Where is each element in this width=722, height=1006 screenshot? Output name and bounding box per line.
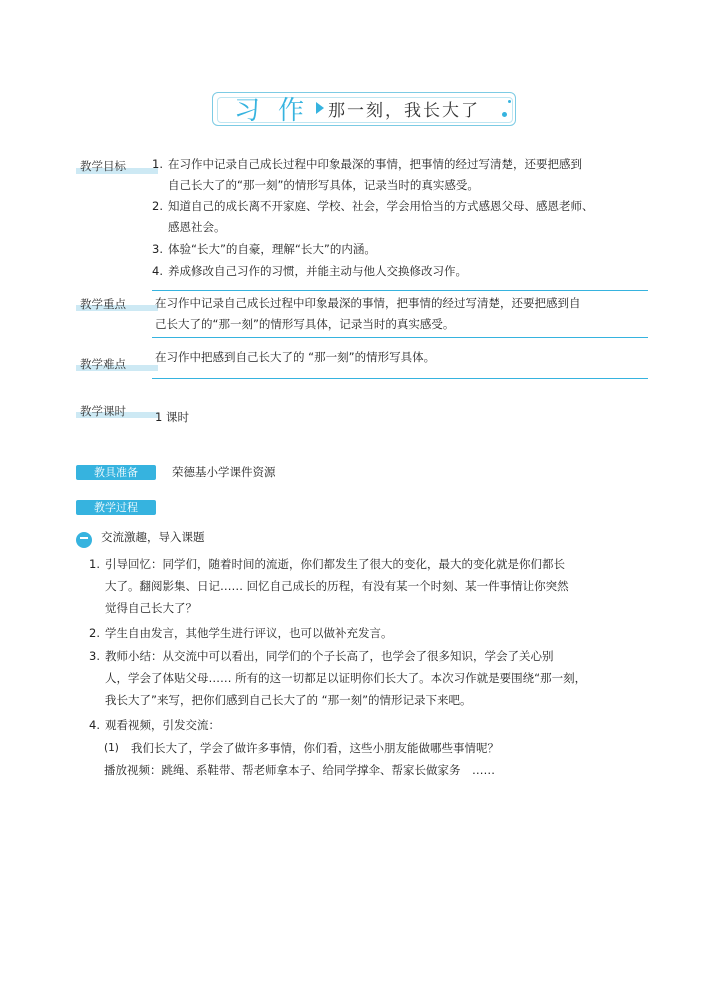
goals-label: 教学目标: [80, 159, 126, 173]
divider: [152, 378, 648, 379]
goal-1-line-1: 在习作中记录自己成长过程中印象最深的事情，把事情的经过写清楚，还要把感到: [168, 157, 582, 171]
process-4-sub-num: (1): [104, 742, 119, 754]
process-3-line-2: 人，学会了体贴父母…… 所有的这一切都足以证明你们长大了。本次习作就是要围绕“那一刻，: [105, 671, 587, 685]
process-1-line-3: 觉得自己长大了？: [105, 601, 197, 615]
goal-1-num: 1.: [152, 157, 163, 171]
process-part1-title: 交流激趣，导入课题: [101, 530, 205, 544]
section-one-icon: [76, 532, 92, 548]
goal-2-num: 2.: [152, 199, 163, 213]
goal-3-line-1: 体验“长大”的自豪，理解“长大”的内涵。: [168, 242, 376, 256]
process-video-line: 播放视频：跳绳、系鞋带、帮老师拿本子、给同学撑伞、帮家长做家务 ……: [104, 763, 495, 777]
process-3-num: 3.: [89, 649, 100, 663]
process-4-sub-text: 我们长大了，学会了做许多事情，你们看，这些小朋友能做哪些事情呢？: [131, 741, 499, 755]
process-4-num: 4.: [89, 718, 100, 732]
process-3-line-1: 教师小结：从交流中可以看出，同学们的个子长高了，也学会了很多知识，学会了关心别: [105, 649, 554, 663]
difficulties-label: 教学难点: [80, 357, 126, 371]
title-main: 习作: [234, 96, 323, 126]
goal-1-line-2: 自己长大了的“那一刻”的情形写具体，记录当时的真实感受。: [168, 178, 479, 192]
process-2-line-1: 学生自由发言，其他学生进行评议，也可以做补充发言。: [105, 626, 393, 640]
divider: [152, 337, 648, 338]
goal-4-line-1: 养成修改自己习作的习惯，并能主动与他人交换修改习作。: [168, 264, 467, 278]
divider: [152, 290, 648, 291]
keypoints-label: 教学重点: [80, 297, 126, 311]
process-1-line-1: 引导回忆：同学们，随着时间的流逝，你们都发生了很大的变化，最大的变化就是你们都长: [105, 557, 565, 571]
keypoints-line-2: 己长大了的“那一刻”的情形写具体，记录当时的真实感受。: [155, 317, 455, 331]
title-sub: 那一刻，我长大了: [328, 101, 480, 121]
title-dot-icon: [508, 100, 511, 103]
goal-3-num: 3.: [152, 242, 163, 256]
title-banner: [212, 92, 512, 128]
title-arrow-icon: [316, 102, 324, 114]
process-label: 教学过程: [76, 500, 156, 515]
process-3-line-3: 我长大了”来写，把你们感到自己长大了的 “那一刻”的情形记录下来吧。: [105, 693, 472, 707]
keypoints-line-1: 在习作中记录自己成长过程中印象最深的事情，把事情的经过写清楚，还要把感到自: [155, 296, 581, 310]
title-dot-icon: [502, 112, 507, 117]
process-2-num: 2.: [89, 626, 100, 640]
hours-label: 教学课时: [80, 404, 126, 418]
prep-label: 教具准备: [76, 465, 156, 480]
process-1-num: 1.: [89, 557, 100, 571]
process-4-line-1: 观看视频，引发交流：: [105, 718, 220, 732]
hours-value: 1 课时: [155, 410, 189, 424]
goal-2-line-1: 知道自己的成长离不开家庭、学校、社会，学会用恰当的方式感恩父母、感恩老师、: [168, 199, 594, 213]
goal-4-num: 4.: [152, 264, 163, 278]
goal-2-line-2: 感恩社会。: [168, 220, 226, 234]
process-1-line-2: 大了。翻阅影集、日记…… 回忆自己成长的历程，有没有某一个时刻、某一件事情让你突然: [105, 579, 569, 593]
prep-value: 荣德基小学课件资源: [172, 465, 276, 479]
difficulties-line-1: 在习作中把感到自己长大了的 “那一刻”的情形写具体。: [155, 350, 436, 364]
